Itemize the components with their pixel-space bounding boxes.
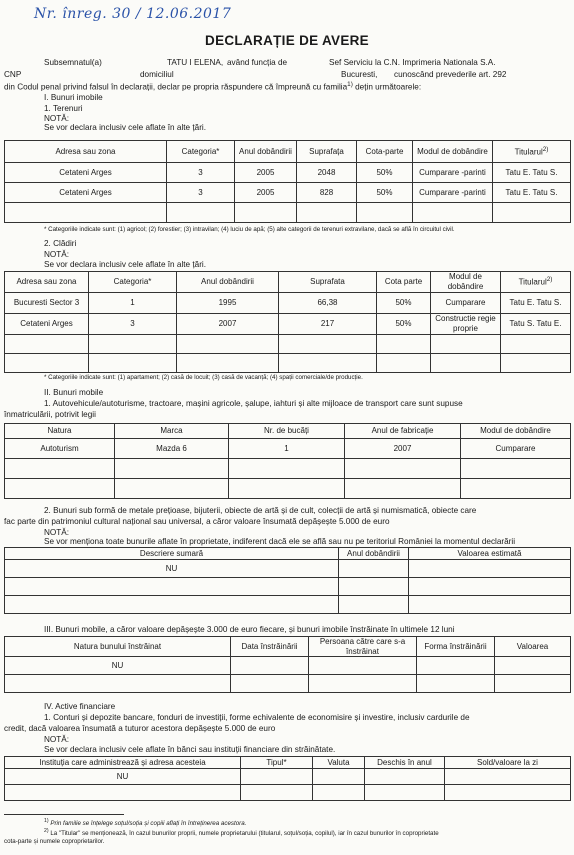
nota-text: Se vor menționa toate bunurile aflate în proprietate, indiferent dacă ele se află sau nu pe teritoriul României la momentul declarării [44,537,516,546]
nota-text: Se vor declara inclusiv cele aflate în alte țări. [44,260,207,269]
vehicles-table [4,423,571,499]
cell: Tatu E. Tatu S. [501,293,571,314]
col-header: Categoria* [167,141,235,163]
accounts-table [4,756,571,801]
intro-line3: din Codul penal privind falsul în declarații, declar pe propria răspundere că împreună cu familia$^{1)}$ dețin următoarele: [4,81,422,92]
table-row-empty [5,578,571,596]
table-row [5,293,571,314]
buildings-table [4,271,571,373]
cell: 2005 [235,163,297,183]
col-header: Adresa sau zona [5,141,167,163]
col-header: Modul de dobândire [413,141,493,163]
cell: 50% [357,163,413,183]
cell: 2005 [235,183,297,203]
col-header: Instituția care administrează și adresa acesteia [5,757,241,769]
col-header: Suprafața [297,141,357,163]
footnote-2-cont: cota-parte și numele coproprietarilor. [4,838,105,845]
table-row [5,439,571,459]
declarant-position: Sef Serviciu la C.N. Imprimeria Nationala S.A. [329,58,496,67]
col-header: Forma înstrăinării [417,637,495,657]
col-header: Anul dobândirii [177,272,279,293]
nota-label: NOTĂ: [44,114,70,123]
table-row-empty [5,459,571,479]
cell: Mazda 6 [115,439,229,459]
cell: Tatu E. Tatu S. [493,163,571,183]
section-iv-1-line1: 1. Conturi și depozite bancare, fonduri de investiții, forme echivalente de economisire și investire, inclusiv cardurile de [44,713,470,722]
section-ii-2-line1: 2. Bunuri sub formă de metale prețioase, bijuterii, obiecte de artă și de cult, colecții de artă și numismatică, obiecte care [44,506,477,515]
cell: 66,38 [279,293,377,314]
cell: Cumparare [461,439,571,459]
cell: Tatu S. Tatu E. [501,314,571,335]
cell: 50% [357,183,413,203]
registration-handwritten-note: Nr. înreg. 30 / 12.06.2017 [34,6,232,22]
land-categories-footnote: * Categoriile indicate sunt: (1) agricol; (2) forestier; (3) intravilan; (4) luciu de apă; (5) alte categorii de terenuri extravilane, dacă se află în circuitul civil. [44,226,455,233]
nota-text: Se vor declara inclusiv cele aflate în alte țări. [44,123,207,132]
table-row [5,769,571,785]
col-header: Anul dobândirii [339,548,409,560]
cell: 3 [167,163,235,183]
cell: 3 [167,183,235,203]
section-i-2-heading: 2. Clădiri [44,239,77,248]
cell: Cetateni Arges [5,183,167,203]
col-header: Natura bunului înstrăinat [5,637,231,657]
col-header: Data înstrăinării [231,637,309,657]
col-header: Suprafata [279,272,377,293]
cell: Cumparare -parinti [413,163,493,183]
col-header-titular: Titularul$^{2)}$ [501,272,571,293]
col-header: Modul de dobândire [461,424,571,439]
cell: Tatu E. Tatu S. [493,183,571,203]
footnote-divider [4,814,124,815]
cell: 50% [377,293,431,314]
cell: Bucuresti Sector 3 [5,293,89,314]
cell: NU [5,560,339,578]
section-i-1-heading: 1. Terenuri [44,104,83,113]
nota-label: NOTĂ: [44,528,70,537]
col-header: Tipul* [241,757,313,769]
cell: Cetateni Arges [5,163,167,183]
table-row [5,163,571,183]
col-header: Anul dobândirii [235,141,297,163]
intro-label-functia: având funcția de [227,58,288,67]
building-categories-footnote: * Categoriile indicate sunt: (1) apartament; (2) casă de locuit; (3) casă de vacanță; (4) spații comerciale/de producție. [44,374,363,381]
col-header: Cota parte [377,272,431,293]
col-header-titular: Titularul$^{2)}$ [493,141,571,163]
land-table [4,140,571,223]
table-row [5,560,571,578]
table-row-empty [5,203,571,223]
cell: NU [5,657,231,675]
declarant-name: TATU I ELENA, [167,58,224,67]
table-row-empty [5,335,571,354]
col-header: Nr. de bucăți [229,424,345,439]
col-header: Natura [5,424,115,439]
footnote-2: $^{2)}$ La "Titular" se menționează, în cazul bunurilor proprii, numele proprietarului (titularul, soțul/soția, copilul), iar în cazul bunurilor în coproprietate [44,828,439,838]
cell: Constructie regie proprie [431,314,501,335]
cell: 2007 [177,314,279,335]
cell: 217 [279,314,377,335]
cell: Cetateni Arges [5,314,89,335]
table-row-empty [5,675,571,693]
section-ii-heading: II. Bunuri mobile [44,388,104,397]
col-header: Sold/valoare la zi [445,757,571,769]
valuables-table [4,547,571,614]
section-ii-2-line2: fac parte din patrimoniul cultural național sau universal, a căror valoare însumată depășește 5.000 de euro [4,517,390,526]
col-header: Anul de fabricație [345,424,461,439]
cell: 2048 [297,163,357,183]
intro-line2-tail: cunoscând prevederile art. 292 [394,70,507,79]
table-row [5,657,571,675]
table-row-empty [5,479,571,499]
footnote-1: $^{1)}$ Prin familie se înțelege soțul/soția și copiii aflați în întreținerea acestora. [44,818,247,828]
col-header: Cota-parte [357,141,413,163]
table-row [5,183,571,203]
table-row-empty [5,785,571,801]
domicile-label: domiciliul [140,70,174,79]
col-header: Descriere sumară [5,548,339,560]
cell: 1 [229,439,345,459]
col-header: Valoarea [495,637,571,657]
col-header: Valoarea estimată [409,548,571,560]
intro-label-subsemnatul: Subsemnatul(a) [44,58,102,67]
col-header: Marca [115,424,229,439]
nota-label: NOTĂ: [44,735,70,744]
cell: Cumparare -parinti [413,183,493,203]
nota-text: Se vor declara inclusiv cele aflate în bănci sau instituții financiare din străinătate. [44,745,336,754]
cell: 1 [89,293,177,314]
cell: 1995 [177,293,279,314]
col-header: Adresa sau zona [5,272,89,293]
cell: 2007 [345,439,461,459]
section-iv-1-line2: credit, dacă valoarea însumată a tuturor acestora depășește 5.000 de euro [4,724,276,733]
section-iii-heading: III. Bunuri mobile, a căror valoare depășește 3.000 de euro fiecare, și bunuri imobile înstrăinate în ultimele 12 luni [44,625,455,634]
alienated-table [4,636,571,693]
cell: Cumparare [431,293,501,314]
col-header: Persoana către care s-a înstrăinat [309,637,417,657]
cnp-label: CNP [4,70,22,79]
section-ii-1-line1: 1. Autovehicule/autoturisme, tractoare, mașini agricole, șalupe, iahturi și alte mijloace de transport care sunt supuse [44,399,463,408]
section-i-heading: I. Bunuri imobile [44,93,103,102]
col-header: Valuta [313,757,365,769]
cell: Autoturism [5,439,115,459]
col-header: Categoria* [89,272,177,293]
table-row-empty [5,354,571,373]
col-header: Deschis în anul [365,757,445,769]
col-header: Modul de dobândire [431,272,501,293]
section-ii-1-line2: înmatriculării, potrivit legii [4,410,96,419]
section-iv-heading: IV. Active financiare [44,702,116,711]
cell: NU [5,769,241,785]
cell: 828 [297,183,357,203]
nota-label: NOTĂ: [44,250,70,259]
cell: 3 [89,314,177,335]
table-row [5,314,571,335]
table-row-empty [5,596,571,614]
cell: 50% [377,314,431,335]
domicile-value: Bucuresti, [341,70,378,79]
page-title: DECLARAȚIE DE AVERE [205,33,369,48]
